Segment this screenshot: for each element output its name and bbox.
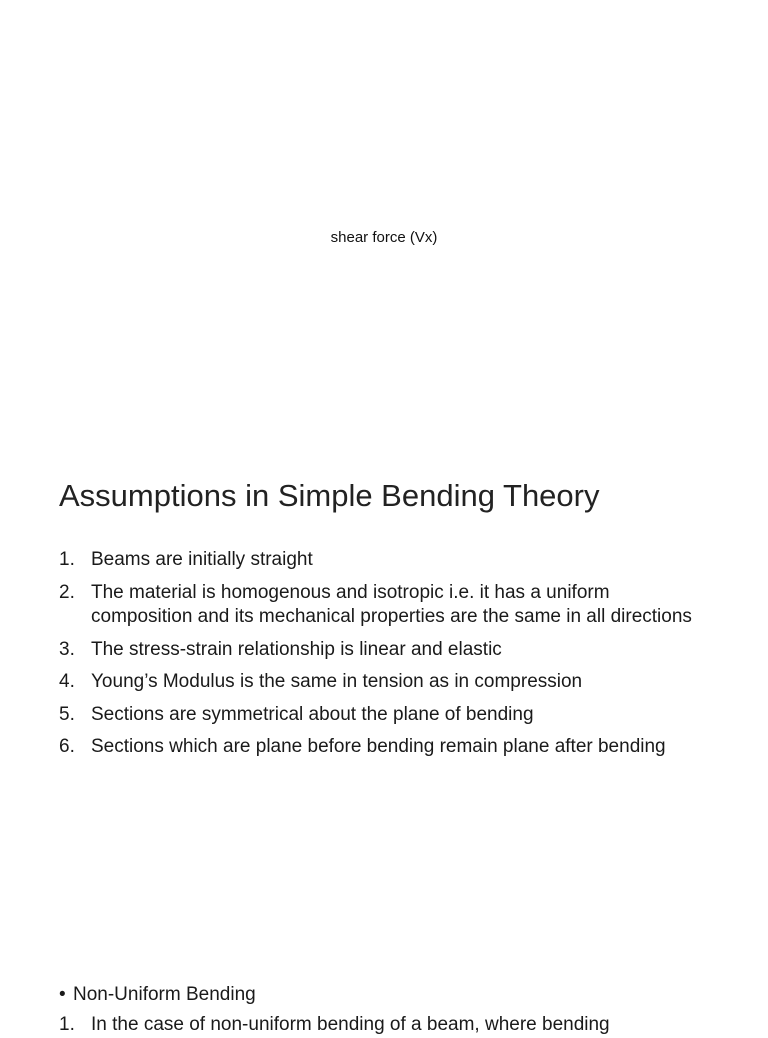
item-text: Sections are symmetrical about the plane of bending (91, 703, 534, 725)
assumption-item (59, 548, 699, 573)
item-number: 3. (59, 638, 75, 660)
shear-force-caption: shear force (Vx) (330, 229, 438, 246)
bullet-item (59, 982, 256, 1008)
item-number: 6. (59, 736, 75, 757)
assumption-item (59, 670, 699, 695)
bullet-text: Non-Uniform Bending (73, 984, 256, 1005)
item-text: Sections which are plane before bending remain plane after bending (91, 736, 666, 757)
item-number: 1. (59, 549, 75, 570)
item-number: 5. (59, 703, 75, 725)
item-number: 2. (59, 581, 75, 603)
item-text: Young’s Modulus is the same in tension as in compression (91, 671, 583, 692)
item-number: 4. (59, 671, 75, 692)
item-text: Beams are initially straight (91, 549, 313, 570)
item-text: The stress-strain relationship is linear and elastic (91, 638, 502, 660)
item-number: 1. (59, 1014, 75, 1035)
item-text: In the case of non-uniform bending of a beam, where bending (91, 1014, 610, 1035)
assumption-item (59, 735, 699, 760)
bullet-marker: • (59, 984, 66, 1005)
assumption-item (59, 581, 699, 630)
assumption-item (59, 703, 699, 728)
cut-off-list-item (59, 1012, 699, 1038)
assumptions-list (59, 548, 699, 768)
assumption-item (59, 638, 699, 663)
item-text: The material is homogenous and isotropic i.e. it has a uniform composition and its mechanical properties are the same in all directions (91, 581, 692, 627)
slide-title: Assumptions in Simple Bending Theory (59, 478, 600, 513)
